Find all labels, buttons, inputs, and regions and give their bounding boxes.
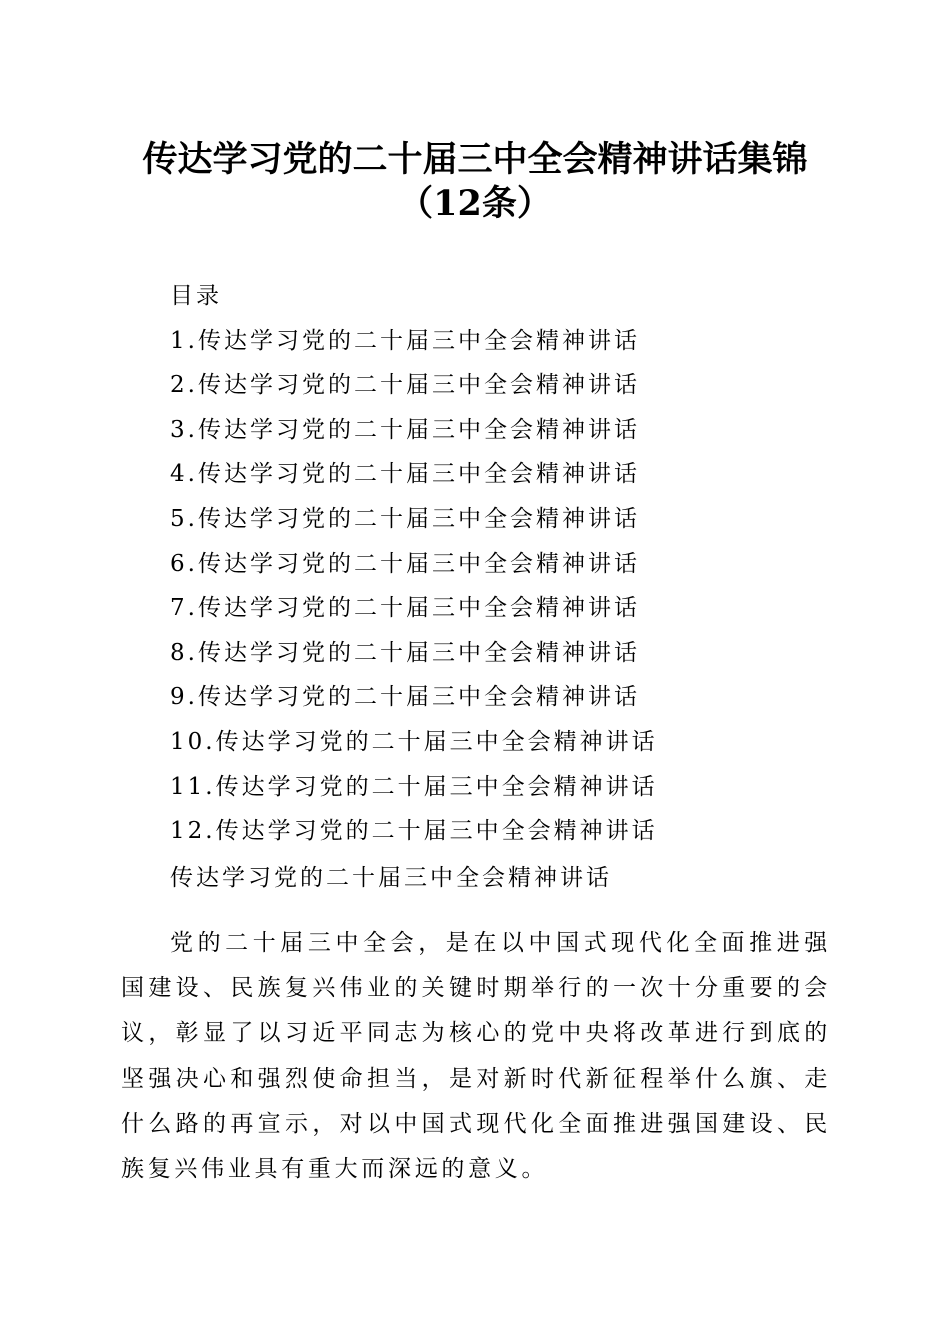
toc-item: 10.传达学习党的二十届三中全会精神讲话	[170, 728, 658, 755]
toc-item: 6.传达学习党的二十届三中全会精神讲话	[170, 550, 640, 577]
toc-item: 3.传达学习党的二十届三中全会精神讲话	[170, 416, 640, 443]
toc-item: 5.传达学习党的二十届三中全会精神讲话	[170, 505, 640, 532]
toc-heading: 目录	[170, 283, 222, 309]
toc-item: 4.传达学习党的二十届三中全会精神讲话	[170, 461, 640, 488]
toc-item: 12.传达学习党的二十届三中全会精神讲话	[170, 818, 658, 845]
table-of-contents	[170, 274, 850, 854]
body-paragraph: 党的二十届三中全会，是在以中国式现代化全面推进强国建设、民族复兴伟业的关键时期举行的一次十分重要的会议，彰显了以习近平同志为核心的党中央将改革进行到底的坚强决心和强烈使命担当，是对新时代新征程举什么旗、走什么路的再宣示，对以中国式现代化全面推进强国建设、民族复兴伟业具有重大而深远的意义。	[121, 930, 831, 1183]
toc-item: 8.传达学习党的二十届三中全会精神讲话	[170, 639, 640, 666]
toc-item: 9.传达学习党的二十届三中全会精神讲话	[170, 684, 640, 711]
toc-item: 1.传达学习党的二十届三中全会精神讲话	[170, 327, 640, 354]
document-title: 传达学习党的二十届三中全会精神讲话集锦	[142, 139, 808, 180]
toc-item: 2.传达学习党的二十届三中全会精神讲话	[170, 372, 640, 399]
toc-item: 11.传达学习党的二十届三中全会精神讲话	[170, 773, 658, 800]
document-subtitle: （12条）	[398, 183, 552, 224]
toc-item: 7.传达学习党的二十届三中全会精神讲话	[170, 595, 640, 622]
section-title: 传达学习党的二十届三中全会精神讲话	[170, 865, 612, 891]
